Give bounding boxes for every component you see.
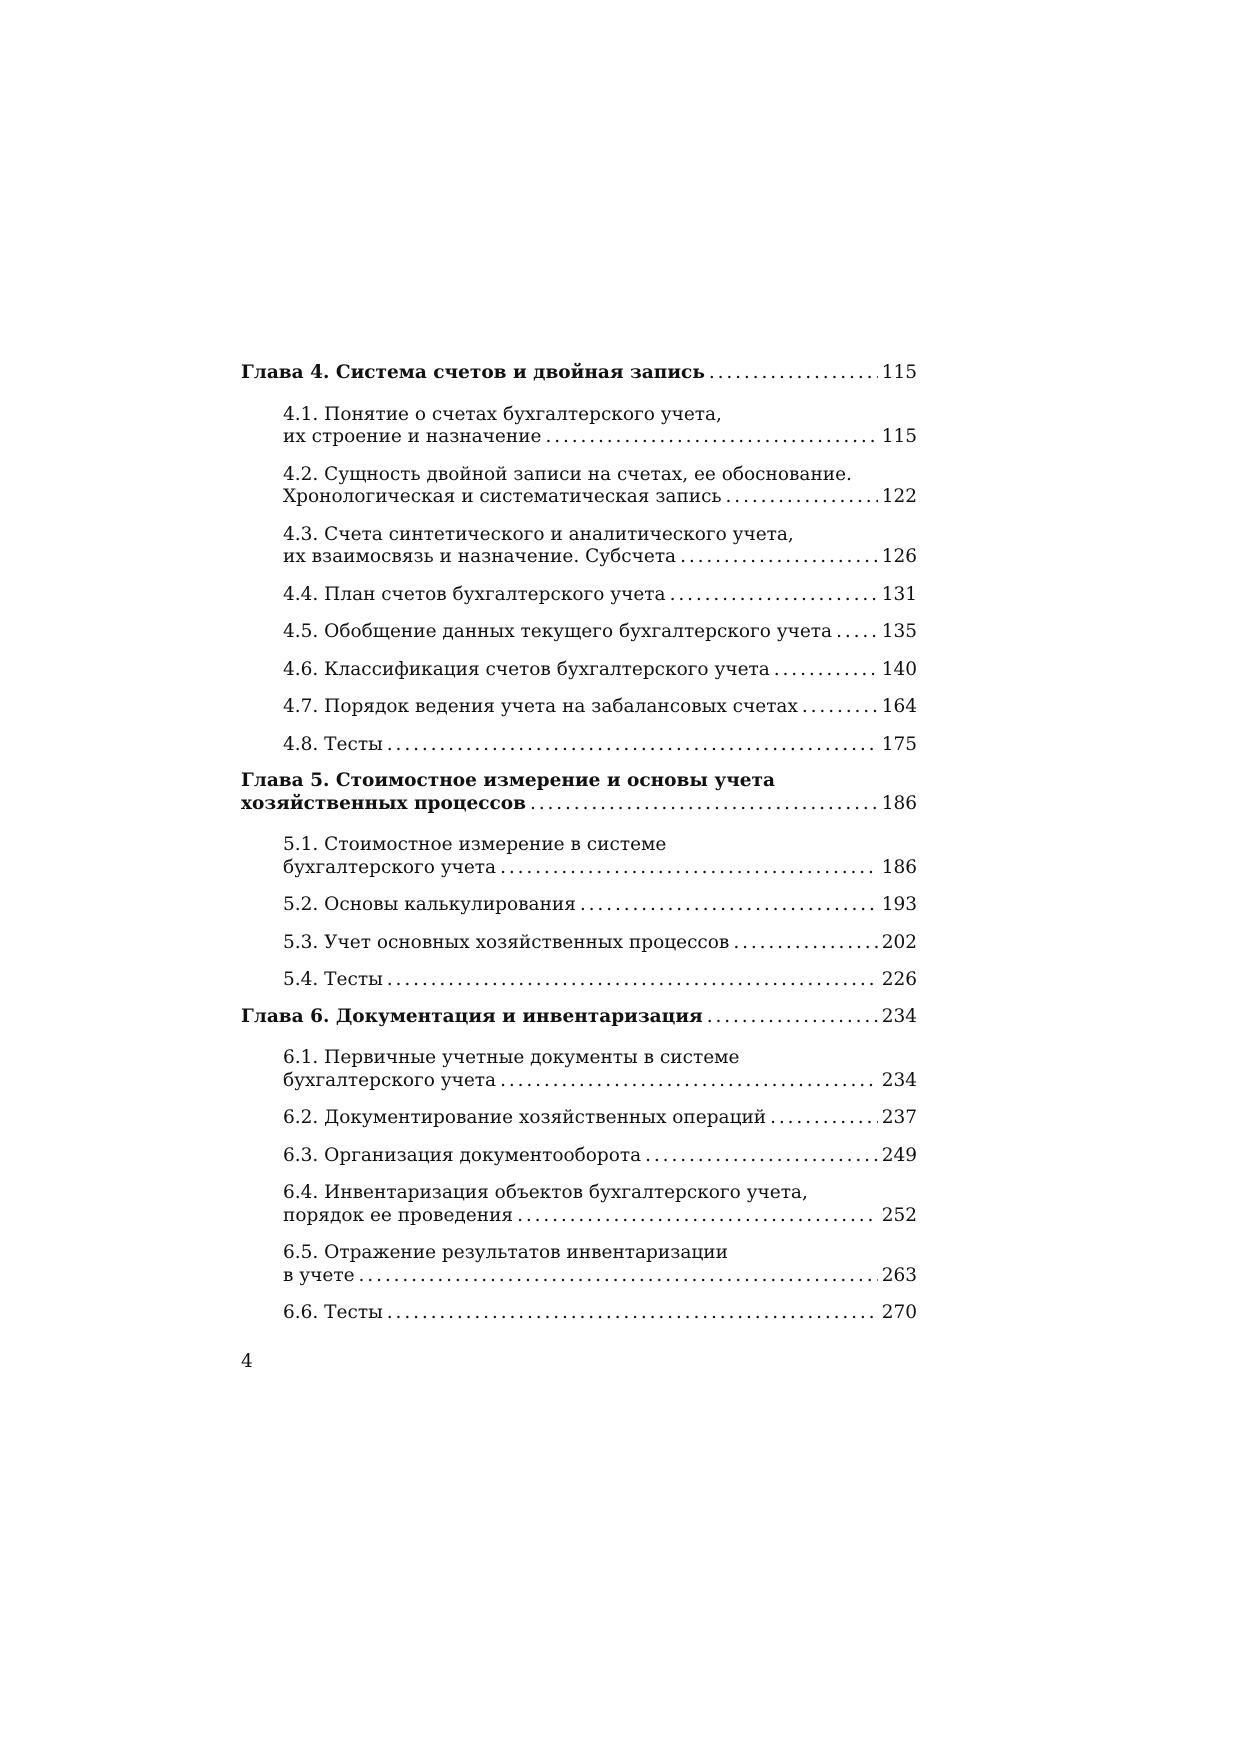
toc-entry-line bbox=[283, 734, 917, 757]
toc-entry-line bbox=[283, 464, 917, 487]
toc-page-number: 186 bbox=[881, 856, 917, 878]
toc-page-number: 263 bbox=[881, 1264, 917, 1286]
toc-entry-text: 6.5. Отражение результатов инвентаризации bbox=[283, 1242, 728, 1263]
dot-leader bbox=[680, 546, 878, 569]
page-number: 4 bbox=[241, 1351, 253, 1372]
toc-page-number: 131 bbox=[881, 583, 917, 605]
dot-leader bbox=[802, 696, 878, 719]
dot-leader bbox=[726, 486, 878, 509]
toc-entry-line bbox=[283, 404, 917, 427]
toc-entry-text: их строение и назначение bbox=[283, 426, 542, 447]
toc-entry-line bbox=[283, 1265, 917, 1288]
toc-entry-line bbox=[283, 894, 917, 917]
toc-section-entry bbox=[241, 1242, 917, 1287]
toc-entry-text: 5.3. Учет основных хозяйственных процессов bbox=[283, 931, 730, 953]
dot-leader bbox=[517, 1205, 878, 1228]
toc-entry-text: 4.1. Понятие о счетах бухгалтерского учета, bbox=[283, 403, 722, 425]
toc-section-entry bbox=[241, 524, 917, 569]
toc-section-entry bbox=[241, 894, 917, 917]
toc-entry-line bbox=[283, 1107, 917, 1130]
toc-page-number: 202 bbox=[881, 931, 917, 953]
toc-entry-line bbox=[283, 486, 917, 509]
toc-page-number: 186 bbox=[881, 792, 917, 814]
dot-leader bbox=[580, 894, 878, 917]
toc-section-entry bbox=[241, 404, 917, 449]
toc-entry-line bbox=[283, 1205, 917, 1228]
toc-page-number: 140 bbox=[881, 658, 917, 680]
toc-page-number: 115 bbox=[881, 426, 917, 447]
toc-entry-line bbox=[241, 362, 917, 385]
toc-section-entry bbox=[241, 1145, 917, 1168]
toc-entry-line bbox=[283, 1302, 917, 1325]
toc-section-entry bbox=[241, 584, 917, 607]
toc-entry-text: 5.1. Стоимостное измерение в системе bbox=[283, 834, 667, 855]
table-of-contents bbox=[241, 362, 917, 1325]
toc-entry-line bbox=[283, 857, 917, 880]
dot-leader bbox=[500, 1070, 878, 1093]
dot-leader bbox=[770, 1107, 878, 1130]
toc-entry-text: 4.4. План счетов бухгалтерского учета bbox=[283, 583, 666, 605]
toc-entry-line bbox=[283, 1145, 917, 1168]
toc-section-entry bbox=[241, 1107, 917, 1130]
toc-section-entry bbox=[241, 621, 917, 644]
toc-entry-text: 4.7. Порядок ведения учета на забалансовых счетах bbox=[283, 696, 798, 717]
toc-section-entry bbox=[241, 834, 917, 879]
toc-entry-line bbox=[283, 932, 917, 955]
toc-entry-line bbox=[283, 969, 917, 992]
dot-leader bbox=[670, 584, 878, 607]
toc-entry-line bbox=[241, 770, 917, 793]
dot-leader bbox=[836, 621, 878, 644]
toc-section-entry bbox=[241, 464, 917, 509]
toc-entry-text: Глава 6. Документация и инвентаризация bbox=[241, 1005, 703, 1027]
toc-entry-text: 4.6. Классификация счетов бухгалтерского учета bbox=[283, 658, 770, 680]
dot-leader bbox=[707, 1006, 878, 1029]
toc-page-number: 226 bbox=[881, 969, 917, 990]
dot-leader bbox=[530, 793, 878, 816]
dot-leader bbox=[733, 932, 877, 955]
dot-leader bbox=[774, 659, 878, 682]
toc-entry-line bbox=[283, 426, 917, 449]
toc-chapter-entry bbox=[241, 770, 917, 815]
toc-page-number: 193 bbox=[881, 894, 917, 915]
toc-page-number: 115 bbox=[881, 362, 917, 383]
toc-page-number: 234 bbox=[881, 1069, 917, 1091]
toc-section-entry bbox=[241, 969, 917, 992]
toc-entry-text: порядок ее проведения bbox=[283, 1204, 514, 1226]
dot-leader bbox=[387, 969, 878, 992]
toc-section-entry bbox=[241, 932, 917, 955]
toc-entry-text: в учете bbox=[283, 1264, 355, 1286]
toc-page-number: 135 bbox=[881, 621, 917, 642]
toc-entry-line bbox=[283, 1070, 917, 1093]
toc-entry-line bbox=[283, 1242, 917, 1265]
toc-page-number: 234 bbox=[881, 1005, 917, 1027]
toc-page-number: 164 bbox=[881, 696, 917, 717]
toc-page-number: 237 bbox=[881, 1107, 917, 1128]
dot-leader bbox=[500, 857, 878, 880]
toc-page-number: 249 bbox=[881, 1144, 917, 1166]
toc-entry-line bbox=[283, 584, 917, 607]
dot-leader bbox=[387, 1302, 878, 1325]
toc-entry-text: 4.5. Обобщение данных текущего бухгалтерского учета bbox=[283, 621, 833, 642]
toc-entry-text: Глава 5. Стоимостное измерение и основы учета bbox=[241, 770, 775, 791]
toc-entry-text: 6.2. Документирование хозяйственных операций bbox=[283, 1107, 767, 1128]
toc-entry-line bbox=[283, 546, 917, 569]
toc-page-number: 175 bbox=[881, 733, 917, 755]
toc-entry-text: 6.3. Организация документооборота bbox=[283, 1144, 642, 1166]
toc-entry-line bbox=[283, 834, 917, 857]
toc-entry-line bbox=[241, 1006, 917, 1029]
toc-entry-text: хозяйственных процессов bbox=[241, 792, 526, 814]
toc-entry-line bbox=[283, 1047, 917, 1070]
toc-entry-text: 4.8. Тесты bbox=[283, 733, 383, 755]
toc-entry-text: бухгалтерского учета bbox=[283, 856, 497, 878]
toc-entry-text: бухгалтерского учета bbox=[283, 1069, 497, 1091]
toc-page-number: 252 bbox=[881, 1204, 917, 1226]
toc-entry-text: 4.2. Сущность двойной записи на счетах, ее обоснование. bbox=[283, 463, 852, 485]
toc-page-number: 126 bbox=[881, 546, 917, 567]
toc-section-entry bbox=[241, 659, 917, 682]
toc-entry-line bbox=[283, 696, 917, 719]
toc-entry-line bbox=[283, 659, 917, 682]
toc-section-entry bbox=[241, 1182, 917, 1227]
toc-chapter-entry bbox=[241, 1006, 917, 1029]
toc-entry-text: 5.4. Тесты bbox=[283, 969, 383, 990]
toc-page-number: 270 bbox=[881, 1302, 917, 1323]
toc-entry-text: 6.6. Тесты bbox=[283, 1302, 383, 1323]
toc-section-entry bbox=[241, 1302, 917, 1325]
toc-section-entry bbox=[241, 1047, 917, 1092]
dot-leader bbox=[359, 1265, 878, 1288]
dot-leader bbox=[387, 734, 878, 757]
toc-entry-line bbox=[283, 1182, 917, 1205]
toc-entry-text: 4.3. Счета синтетического и аналитического учета, bbox=[283, 523, 794, 545]
toc-chapter-entry bbox=[241, 362, 917, 385]
toc-entry-line bbox=[283, 621, 917, 644]
dot-leader bbox=[545, 426, 877, 449]
toc-entry-text: их взаимосвязь и назначение. Субсчета bbox=[283, 546, 677, 567]
toc-entry-text: 5.2. Основы калькулирования bbox=[283, 894, 576, 915]
toc-entry-text: 6.4. Инвентаризация объектов бухгалтерского учета, bbox=[283, 1182, 808, 1203]
dot-leader bbox=[645, 1145, 878, 1168]
toc-entry-line bbox=[283, 524, 917, 547]
toc-entry-line bbox=[241, 793, 917, 816]
dot-leader bbox=[709, 362, 878, 385]
toc-entry-text: Хронологическая и систематическая запись bbox=[283, 486, 722, 507]
toc-entry-text: Глава 4. Система счетов и двойная запись bbox=[241, 362, 705, 383]
toc-section-entry bbox=[241, 734, 917, 757]
toc-page-number: 122 bbox=[881, 486, 917, 507]
toc-entry-text: 6.1. Первичные учетные документы в системе bbox=[283, 1047, 740, 1068]
toc-section-entry bbox=[241, 696, 917, 719]
